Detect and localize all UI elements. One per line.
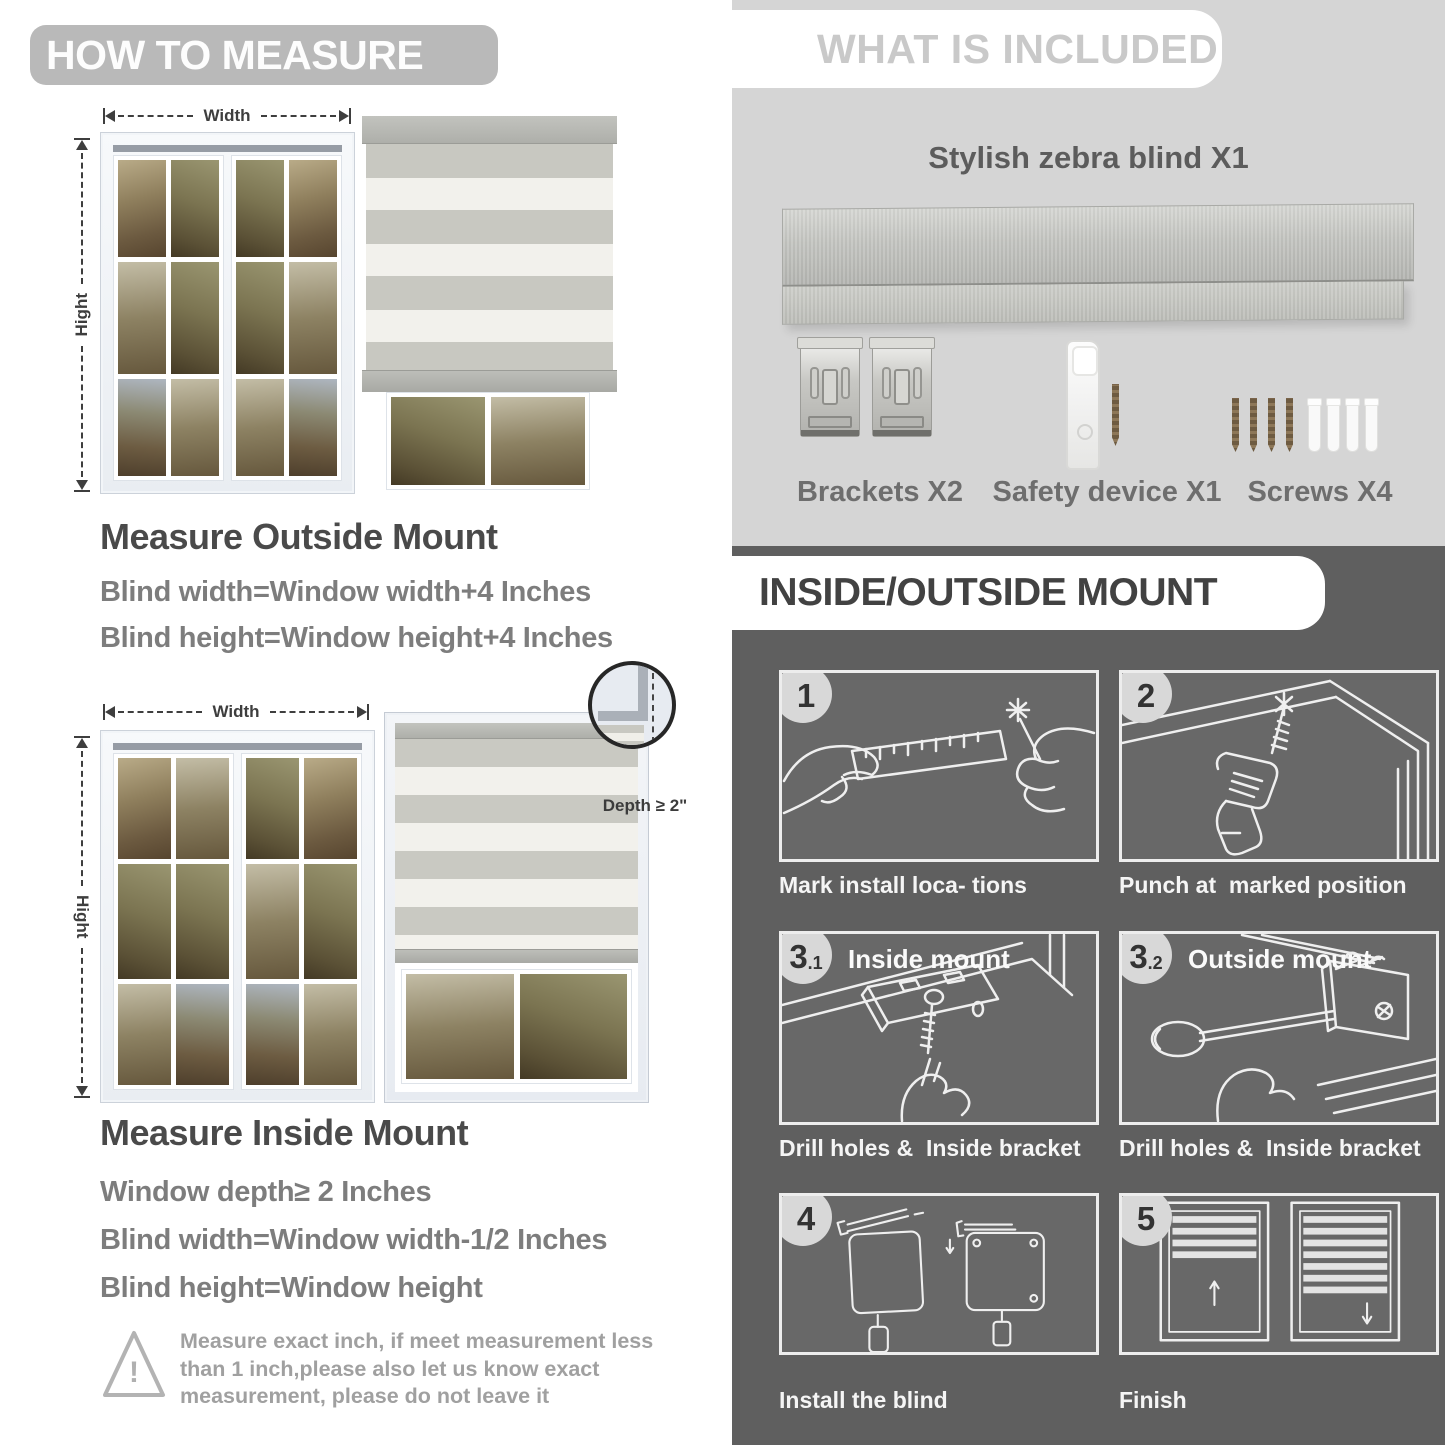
window-pane (176, 758, 229, 859)
screws-icon (1232, 398, 1293, 452)
warning-line: Measure exact inch, if meet measurement less (180, 1329, 654, 1353)
window-pane (176, 864, 229, 980)
window-pane (289, 262, 337, 374)
window-photo-outside (100, 132, 355, 494)
window-sashes (113, 753, 362, 1090)
zebra-blind-photo-outside (362, 116, 617, 490)
bracket-spring (882, 367, 891, 399)
step-caption: Drill holes & Inside bracket (1119, 1135, 1421, 1161)
arrowhead-right-icon (357, 706, 367, 718)
bracket-foot (880, 416, 924, 428)
product-label: Stylish zebra blind X1 (928, 140, 1249, 175)
window-pane (118, 984, 171, 1085)
mount-title: INSIDE/OUTSIDE MOUNT (759, 571, 1218, 614)
exclamation-mark: ! (129, 1356, 139, 1389)
dashed-line (81, 948, 83, 1083)
what-is-included-header (725, 10, 1222, 88)
step-panel-4 (779, 1193, 1099, 1355)
headrail-top-bar (782, 203, 1414, 287)
inside-mount-line: Blind width=Window width-1/2 Inches (100, 1224, 608, 1256)
how-to-measure-header (30, 25, 498, 85)
window-sashes (113, 155, 342, 481)
warning-icon (100, 1326, 170, 1406)
screws-label: Screws X4 (1247, 476, 1393, 508)
bracket-spring (913, 367, 922, 399)
headrail-image (782, 203, 1414, 325)
screw-icon (1232, 398, 1239, 452)
window-pane (236, 160, 284, 257)
step-panel-3-1 (779, 931, 1099, 1125)
arrowhead-up-icon (76, 738, 88, 748)
window-pane (118, 758, 171, 859)
window-pane (236, 379, 284, 476)
outside-mount-line: Blind width=Window width+4 Inches (100, 576, 591, 608)
step-number-sub: .1 (807, 952, 823, 973)
bracket-spring (841, 367, 850, 399)
safety-device-icon (1066, 340, 1100, 470)
dimension-tick (367, 704, 369, 720)
step-caption: Drill holes & Inside bracket (779, 1135, 1081, 1161)
dashed-line (118, 711, 202, 713)
window-pane (176, 984, 229, 1085)
step-number: 2 (1136, 677, 1156, 714)
window-pane (304, 984, 357, 1085)
inside-mount-title: Measure Inside Mount (100, 1112, 469, 1153)
window-pane (118, 379, 166, 476)
warning-line: than 1 inch,please also let us know exact (180, 1356, 600, 1381)
depth-magnifier-icon (588, 661, 676, 749)
blind-cassette (362, 116, 617, 144)
window-photo-inside (100, 730, 375, 1103)
window-pane (171, 262, 219, 374)
width-dimension-arrow (103, 106, 351, 126)
step-number-sub: .2 (1147, 952, 1163, 973)
window-pane (118, 160, 166, 257)
what-is-included-title: WHAT IS INCLUDED (817, 25, 1219, 72)
depth-dashed-line (652, 673, 654, 743)
height-label: Hight (73, 895, 92, 939)
width-dimension-arrow (103, 702, 369, 722)
arrowhead-down-icon (76, 1086, 88, 1096)
height-label: Hight (72, 293, 91, 337)
arrowhead-down-icon (76, 480, 88, 490)
screw-icon (1286, 398, 1293, 452)
dimension-tick (74, 490, 90, 492)
window-lintel (113, 743, 362, 750)
window-sash (113, 753, 234, 1090)
inside-mount-line: Blind height=Window height (100, 1272, 483, 1304)
blind-in-window-photo (384, 712, 649, 1103)
window-pane (171, 379, 219, 476)
dashed-line (270, 711, 354, 713)
window-pane (289, 379, 337, 476)
window-pane (171, 160, 219, 257)
how-to-measure-title: HOW TO MEASURE (46, 31, 424, 78)
window-pane (406, 974, 514, 1079)
anchor-icon (1346, 400, 1359, 452)
window-pane (289, 160, 337, 257)
step-panel-1 (779, 670, 1099, 862)
bracket-spring (810, 367, 819, 399)
screw-icon (1268, 398, 1275, 452)
step-caption: Finish (1119, 1387, 1187, 1413)
window-pane (246, 984, 299, 1085)
window-below-blind (401, 969, 632, 1084)
arrowhead-left-icon (105, 110, 115, 122)
step-title: Inside mount (848, 944, 1010, 974)
arrowhead-right-icon (339, 110, 349, 122)
anchor-icon (1365, 400, 1378, 452)
dimension-tick (349, 108, 351, 124)
window-pane (246, 864, 299, 980)
dashed-line (81, 751, 83, 886)
window-sash (241, 753, 362, 1090)
step-caption: Punch at marked position (1119, 872, 1407, 898)
step-number: 3 (789, 938, 808, 975)
mount-instructions-panel (732, 546, 1445, 1445)
step-caption: Install the blind (779, 1387, 948, 1413)
window-pane (118, 262, 166, 374)
step-caption: Mark install loca- tions (779, 872, 1027, 898)
window-pane (236, 262, 284, 374)
dashed-line (261, 115, 336, 117)
dashed-line (81, 153, 83, 284)
dashed-line (81, 346, 83, 477)
anchor-icon (1308, 400, 1321, 452)
window-below-blind (386, 392, 590, 490)
wall-anchors-icon (1308, 400, 1378, 452)
warning-line: measurement, please do not leave it (180, 1384, 550, 1408)
window-sash (113, 155, 224, 481)
step-number: 5 (1136, 1200, 1156, 1237)
blind-bottom-rail (362, 370, 617, 392)
step-panel-5 (1119, 1193, 1439, 1355)
step-number: 3 (1129, 938, 1148, 975)
window-pane (246, 758, 299, 859)
height-dimension-arrow (72, 736, 92, 1098)
height-dimension-arrow (72, 138, 92, 492)
dashed-line (118, 115, 193, 117)
window-lintel (113, 145, 342, 152)
what-is-included-panel (732, 0, 1445, 546)
blind-fabric (395, 739, 638, 949)
blind-fabric (366, 144, 613, 370)
bracket-icon (800, 342, 860, 437)
window-pane (304, 864, 357, 980)
step-title: Outside mount (1188, 944, 1372, 974)
step-number: 4 (796, 1200, 816, 1237)
screw-icon (1250, 398, 1257, 452)
step-number: 1 (796, 677, 816, 714)
frame-edge (598, 711, 648, 721)
outside-mount-line: Blind height=Window height+4 Inches (100, 622, 613, 654)
mount-header (725, 556, 1325, 630)
window-pane (491, 397, 585, 485)
window-pane (391, 397, 485, 485)
window-sash (231, 155, 342, 481)
warning-text (180, 1328, 670, 1411)
step-panel-2 (1119, 670, 1439, 862)
width-label: Width (212, 702, 260, 721)
anchor-icon (1327, 400, 1340, 452)
arrowhead-up-icon (76, 140, 88, 150)
safety-device-label: Safety device X1 (992, 476, 1222, 508)
window-pane (520, 974, 628, 1079)
inside-mount-line: Window depth≥ 2 Inches (100, 1176, 432, 1208)
bracket-slot (822, 369, 838, 405)
bracket-slot (894, 369, 910, 405)
bracket-icon (872, 342, 932, 437)
depth-label: Depth ≥ 2" (602, 796, 688, 815)
dimension-tick (74, 1096, 90, 1098)
step-panel-3-2 (1119, 931, 1439, 1125)
screw-icon (1112, 384, 1119, 446)
headrail-lower-lip (782, 281, 1404, 324)
inside-mount-blind (395, 723, 638, 1092)
blind-bottom-rail (395, 949, 638, 963)
window-pane (304, 758, 357, 859)
width-label: Width (203, 106, 251, 125)
outside-mount-title: Measure Outside Mount (100, 516, 498, 557)
arrowhead-left-icon (105, 706, 115, 718)
window-pane (118, 864, 171, 980)
bracket-foot (808, 416, 852, 428)
brackets-label: Brackets X2 (796, 476, 964, 508)
